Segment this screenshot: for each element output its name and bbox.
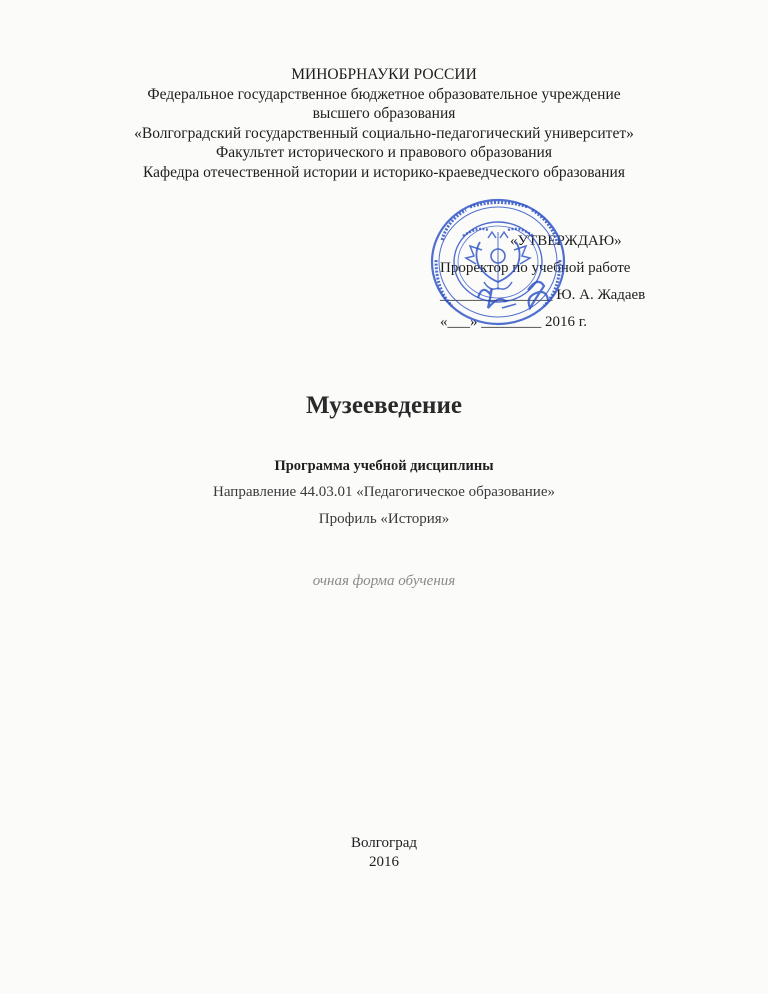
study-profile: Профиль «История» <box>318 511 450 527</box>
institution-type-line: Федеральное государственное бюджетное образовательное учреждение <box>147 85 621 103</box>
city-name: Волгоград <box>350 835 417 851</box>
department-line: Кафедра отечественной истории и историко-краеведческого образования <box>143 163 625 181</box>
footer-block <box>0 834 768 872</box>
approval-signature-line: _______________ Ю. А. Жадаев <box>440 287 646 303</box>
education-level-line: высшего образования <box>312 105 456 122</box>
approval-date-line: «___» ________ 2016 г. <box>440 314 587 330</box>
faculty-line: Факультет исторического и правового образования <box>216 144 552 161</box>
document-title: Музееведение <box>306 392 462 419</box>
institution-header <box>0 65 768 182</box>
university-name-line: «Волгоградский государственный социально-педагогический университет» <box>134 124 634 142</box>
year: 2016 <box>369 854 399 870</box>
ministry-line: МИНОБРНАУКИ РОССИИ <box>291 66 477 83</box>
approval-heading: «УТВЕРЖДАЮ» <box>510 233 622 249</box>
approval-position: Проректор по учебной работе <box>440 260 631 276</box>
study-direction: Направление 44.03.01 «Педагогическое образование» <box>213 484 555 500</box>
official-seal-icon <box>418 190 588 340</box>
study-form: очная форма обучения <box>312 573 456 589</box>
document-subtitle: Программа учебной дисциплины <box>274 458 494 474</box>
